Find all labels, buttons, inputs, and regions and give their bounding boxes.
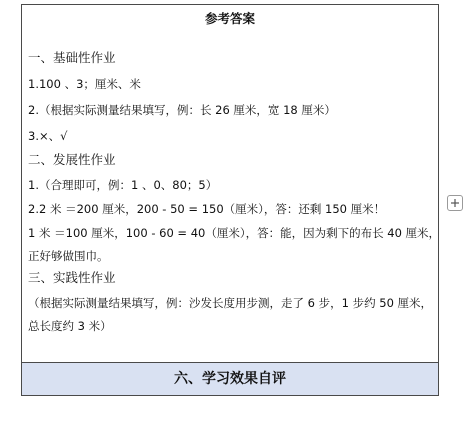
answer-line: 3.×、√ [28,129,68,143]
answer-line: 正好够做围巾。 [28,249,109,263]
self-evaluation-title: 六、学习效果自评 [174,371,286,387]
answer-title: 参考答案 [204,11,255,26]
section-heading-practice: 三、实践性作业 [28,270,116,285]
self-evaluation-section [22,363,438,395]
answer-line: （根据实际测量结果填写，例：沙发长度用步测，走了 6 步，1 步约 50 厘米， [28,296,433,310]
answer-line: 总长度约 3 米） [28,319,112,333]
answer-line: 1.100 、3；厘米、米 [28,77,141,91]
add-row-button[interactable] [447,195,463,211]
answer-line: 2.2 米 ＝200 厘米，200 - 50 = 150（厘米），答：还剩 150 厘米！ [28,202,386,216]
answer-line: 2.（根据实际测量结果填写，例：长 26 厘米，宽 18 厘米） [28,103,336,117]
section-heading-basic: 一、基础性作业 [28,50,116,65]
section-heading-development: 二、发展性作业 [28,152,116,167]
answer-line: 1 米 ＝100 厘米，100 - 60 = 40（厘米），答：能，因为剩下的布长 40 厘米， [28,226,441,240]
document-table [21,4,439,396]
answer-line: 1.（合理即可，例：1 、0、80；5） [28,178,218,192]
plus-icon [450,198,460,208]
answer-cell [22,5,441,363]
